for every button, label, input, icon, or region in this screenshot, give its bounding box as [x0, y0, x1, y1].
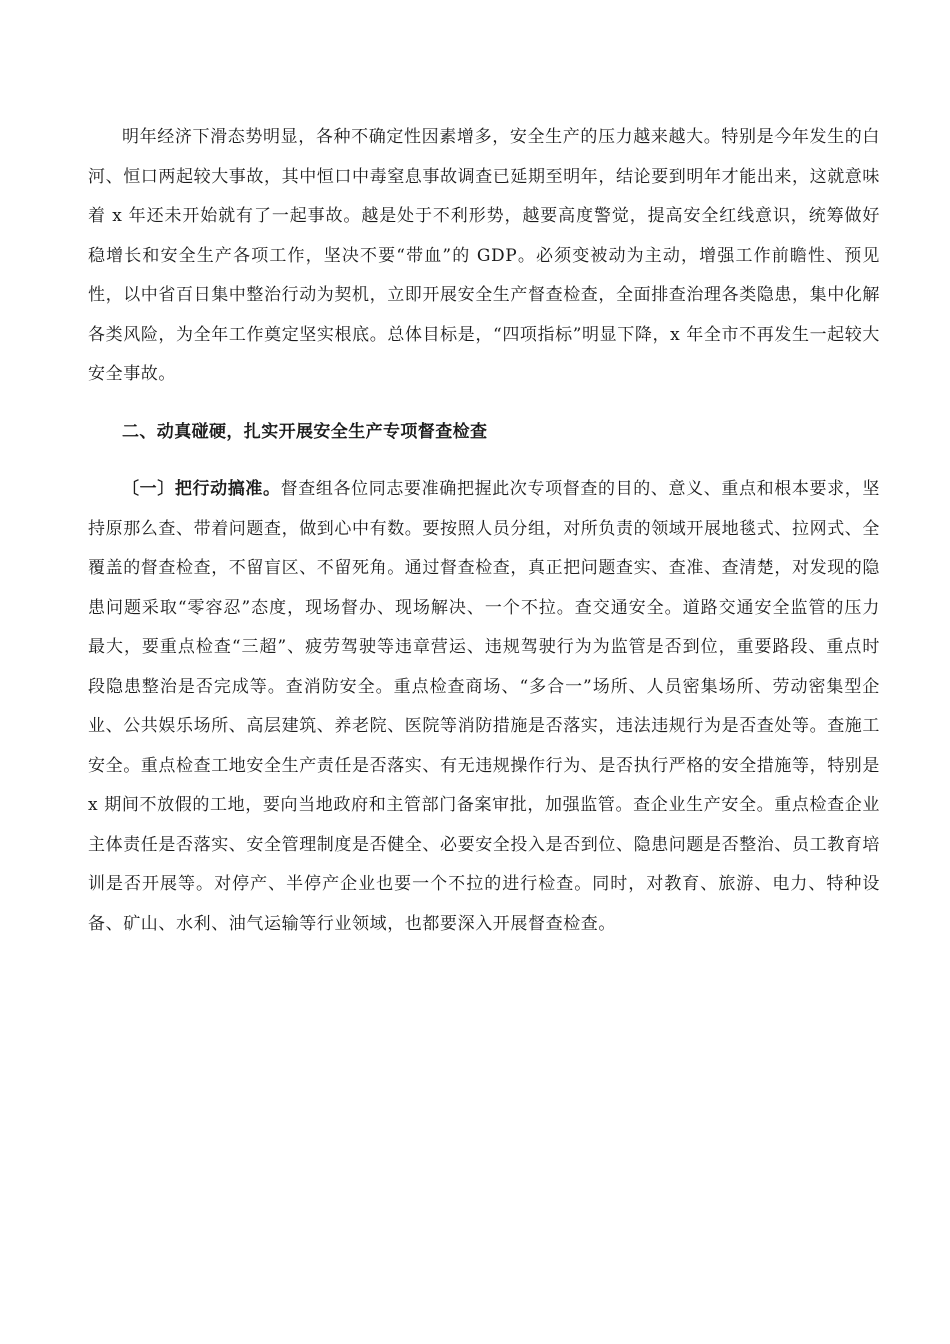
subsection-lead: 〔一〕把行动搞准。 [122, 479, 281, 499]
document-page [88, 118, 880, 944]
subsection-body: 督查组各位同志要准确把握此次专项督查的目的、意义、重点和根本要求，坚持原那么查、带着问题查，做到心中有数。要按照人员分组，对所负责的领域开展地毯式、拉网式、全覆盖的督查检查，不留盲区、不留死角。通过督查检查，真正把问题查实、查准、查清楚，对发现的隐患问题采取“零容忍”态度，现场督办、现场解决、一个不拉。查交通安全。道路交通安全监管的压力最大，要重点检查“三超”、疲劳驾驶等违章营运、违规驾驶行为为监管是否到位，重要路段、重点时段隐患整治是否完成等。查消防安全。重点检查商场、“多合一”场所、人员密集场所、劳动密集型企业、公共娱乐场所、高层建筑、养老院、医院等消防措施是否落实，违法违规行为是否查处等。查施工安全。重点检查工地安全生产责任是否落实、有无违规操作行为、是否执行严格的安全措施等，特别是 x 期间不放假的工地，要向当地政府和主管部门备案审批，加强监管。查企业生产安全。重点检查企业主体责任是否落实、安全管理制度是否健全、必要安全投入是否到位、隐患问题是否整治、员工教育培训是否开展等。对停产、半停产企业也要一个不拉的进行检查。同时，对教育、旅游、电力、特种设备、矿山、水利、油气运输等行业领域，也都要深入开展督查检查。 [88, 479, 880, 934]
section-heading: 二、动真碰硬，扎实开展安全生产专项督查检查 [122, 421, 488, 442]
body-paragraph: 明年经济下滑态势明显，各种不确定性因素增多，安全生产的压力越来越大。特别是今年发生的白河、恒口两起较大事故，其中恒口中毒窒息事故调查已延期至明年，结论要到明年才能出来，这就意味着 x 年还未开始就有了一起事故。越是处于不利形势，越要高度警觉，提高安全红线意识，统筹做好稳增长和安全生产各项工作，坚决不要“带血”的 GDP。必须变被动为主动，增强工作前瞻性、预见性，以中省百日集中整治行动为契机，立即开展安全生产督查检查，全面排查治理各类隐患，集中化解各类风险，为全年工作奠定坚实根底。总体目标是，“四项指标”明显下降，x 年全市不再发生一起较大安全事故。 [88, 127, 880, 384]
body-paragraph [88, 470, 880, 944]
